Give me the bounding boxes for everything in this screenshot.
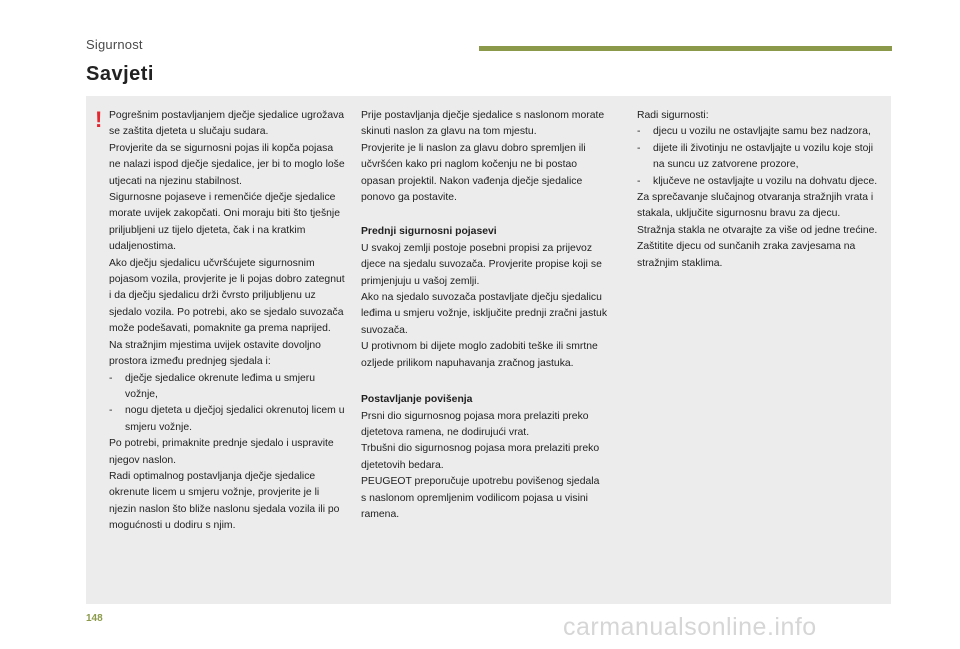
exclamation-warning-icon: ! [95,107,103,132]
paragraph: Radi optimalnog postavljanja dječje sjedalice okrenute licem u smjeru vožnje, provjerite je li njezin naslon što bliže naslonu sjedala vozila ili po mogućnosti u dodiru s njim. [109,470,340,532]
paragraph: Na stražnjim mjestima uvijek ostavite dovoljno prostora između prednjeg sjedala i: [109,339,321,368]
paragraph: Prsni dio sigurnosnog pojasa mora prelaziti preko djetetova ramena, ne dodirujući vrat. [361,410,589,438]
watermark: carmanualsonline.info [563,613,817,641]
subheading: Prednji sigurnosni pojasevi [361,226,497,238]
list-item: - djecu u vozilu ne ostavljajte samu bez nadzora, [637,124,887,140]
paragraph: Provjerite je li naslon za glavu dobro spremljen ili učvršćen kako pri naglom kočenju ne bi postao opasan projektil. Nakon vađenja dječje sjedalice ponovo ga postavite. [361,142,586,204]
bullet-dash: - [637,175,641,187]
paragraph: Provjerite da se sigurnosni pojas ili kopča pojasa ne nalazi ispod dječje sjedalice, jer bi to moglo loše utjecati na njezinu stabilnost. [109,142,345,187]
paragraph: Po potrebi, primaknite prednje sjedalo i uspravite njegov naslon. [109,438,334,466]
subheading: Postavljanje povišenja [361,394,473,406]
list-item: - dječje sjedalice okrenute leđima u smjeru vožnje, [109,371,347,404]
column-2 [361,108,607,523]
list-item: - nogu djeteta u dječjoj sjedalici okrenutoj licem u smjeru vožnje. [109,403,347,436]
paragraph: U svakoj zemlji postoje posebni propisi za prijevoz djece na sjedalu suvozača. Provjerite propise koji se primjenjuju u vašoj zemlji. [361,242,602,287]
bullet-dash: - [637,126,641,138]
page-title: Savjeti [86,63,154,85]
bullet-dash: - [109,372,113,384]
bullet-dash: - [637,142,641,154]
paragraph: Pogrešnim postavljanjem dječje sjedalice ugrožava se zaštita djeteta u slučaju sudara. [109,110,345,138]
column-1 [109,108,347,535]
column-3 [637,108,887,272]
paragraph: PEUGEOT preporučuje upotrebu povišenog sjedala s naslonom opremljenim vodilicom pojasa u visini ramena. [361,476,600,520]
bullet-dash: - [109,405,113,417]
header-rule [479,46,892,51]
paragraph: Radi sigurnosti: [637,110,709,121]
paragraph: Trbušni dio sigurnosnog pojasa mora prelaziti preko djetetovih bedara. [361,443,600,471]
paragraph: Sigurnosne pojaseve i remenčiće dječje sjedalice morate uvijek zakopčati. Oni moraju biti što tješnje priljubljeni uz tijelo djeteta, čak i na kratkim udaljenostima. [109,192,341,253]
paragraph: Stražnja stakla ne otvarajte za više od jedne trećine. [637,224,878,236]
paragraph: Ako dječju sjedalicu učvršćujete sigurnosnim pojasom vozila, provjerite je li pojas dobro zategnut i da dječju sjedalicu drži čvrsto priljubljenu uz sjedalo vozila. Po potrebi, ako se sjedalo suvozača može podešavati, pomaknite ga prema naprijed. [109,257,345,335]
paragraph: U protivnom bi dijete moglo zadobiti teške ili smrtne ozljede prilikom napuhavanja zračnog jastuka. [361,341,598,369]
page-number: 148 [86,613,103,624]
list-item: - dijete ili životinju ne ostavljajte u vozilu koje stoji na suncu uz zatvorene prozore, [637,141,887,174]
paragraph: Prije postavljanja dječje sjedalice s naslonom morate skinuti naslon za glavu na tom mjestu. [361,110,605,138]
list-item: - ključeve ne ostavljajte u vozilu na dohvatu djece. [637,174,887,190]
paragraph: Zaštitite djecu od sunčanih zraka zavjesama na stražnjim staklima. [637,241,856,269]
paragraph: Za sprečavanje slučajnog otvaranja stražnjih vrata i stakala, uključite sigurnosnu bravu za djecu. [637,192,874,220]
paragraph: Ako na sjedalo suvozača postavljate dječju sjedalicu leđima u smjeru vožnje, isključite prednji zračni jastuk suvozača. [361,292,608,336]
section-label: Sigurnost [86,37,143,52]
